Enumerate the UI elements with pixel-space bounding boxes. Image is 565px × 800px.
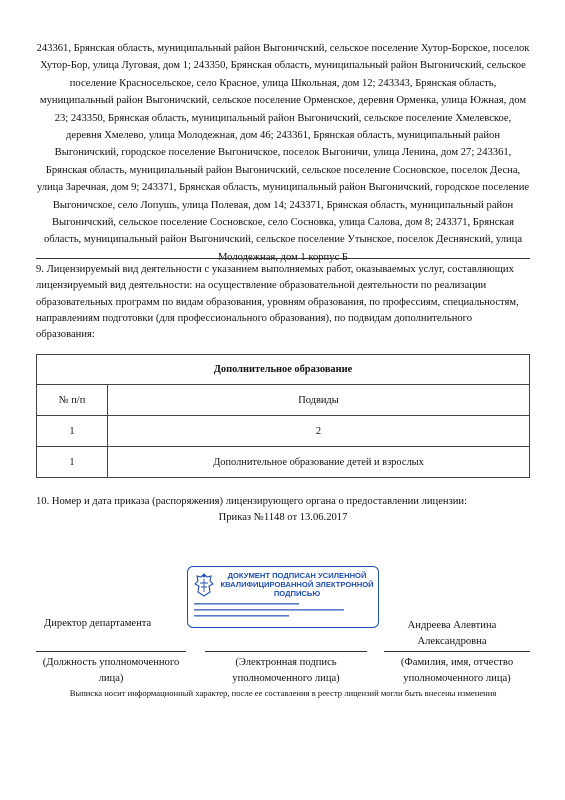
order-number: Приказ №1148 от 13.06.2017 <box>218 512 348 523</box>
caption-name: (Фамилия, имя, отчество уполномоченного лица) <box>400 657 514 684</box>
column-index-1: 1 <box>37 416 108 447</box>
education-table <box>36 354 530 478</box>
column-header-number: № п/п <box>37 385 108 416</box>
caption-position: (Должность уполномоченного лица) <box>42 657 180 684</box>
divider <box>36 258 530 259</box>
table-row <box>37 447 530 478</box>
signature-line <box>384 651 530 652</box>
addresses-text: 243361, Брянская область, муниципальный район Выгоничский, сельское поселение Хутор-Борское, поселок Хутор-Бор, улица Луговая, дом 1; 243350, Брянская область, муниципальный район Выгоничский, сельское поселение Красносельское, село Красное, улица Школьная, дом 12; 243343, Брянская область, муниципальный район Выгоничский, сельское поселение Орменское, деревня Орменка, улица Южная, дом 23; 243350, Брянская область, муниципальный район Выгоничский, сельское поселение Хмелевское, деревня Хмелево, улица Молодежная, дом 46; 243361, Брянская область, муниципальный район Выгоничский, городское поселение Выгоничское, поселок Выгоничи, улица Ленина, дом 27; 243361, Брянская область, муниципальный район Выгоничский, сельское поселение Сосновское, поселок Десна, улица Заречная, дом 9; 243371, Брянская область, муниципальный район Выгоничский, городское поселение Выгоничское, село Лопушь, улица Полевая, дом 14; 243371, Брянская область, муниципальный район Выгоничский, сельское поселение Сосновское, село Сосновка, улица Салова, дом 8; 243371, Брянская область, муниципальный район Выгоничский, сельское поселение Утынское, поселок Деснянский, улица Молодежная, дом 1 корпус Б <box>36 43 530 263</box>
signer-position: Директор департамента <box>44 618 152 629</box>
row-number: 1 <box>37 447 108 478</box>
order-heading: 10. Номер и дата приказа (распоряжения) лицензирующего органа о предоставлении лицензии: <box>36 496 468 507</box>
activity-description: 9. Лицензируемый вид деятельности с указанием выполняемых работ, оказываемых услуг, составляющих лицензируемый вид деятельности: на осуществление образовательной деятельности по реализации образовательных программ по видам образования, уровням образования, по профессиям, специальностям, направлениям подготовки (для профессионального образования), по подвидам дополнительного образования: <box>36 264 519 341</box>
signature-line <box>205 651 367 652</box>
stamp-title: ДОКУМЕНТ ПОДПИСАН УСИЛЕННОЙ КВАЛИФИЦИРОВАННОЙ ЭЛЕКТРОННОЙ ПОДПИСЬЮ <box>220 571 374 598</box>
footnote: Выписка носит информационный характер, после ее составления в реестр лицензий могли быть внесены изменения <box>69 688 497 698</box>
table-title: Дополнительное образование <box>37 355 530 385</box>
signature-line <box>36 651 186 652</box>
electronic-signature-stamp <box>187 566 379 628</box>
signer-name: Андреева Алевтина Александровна <box>407 620 497 647</box>
column-index-2: 2 <box>108 416 530 447</box>
caption-signature: (Электронная подпись уполномоченного лица) <box>232 657 340 684</box>
row-subtype: Дополнительное образование детей и взрослых <box>108 447 530 478</box>
stamp-certificate-details <box>194 602 374 624</box>
coat-of-arms-icon <box>193 572 215 598</box>
column-header-subtypes: Подвиды <box>108 385 530 416</box>
